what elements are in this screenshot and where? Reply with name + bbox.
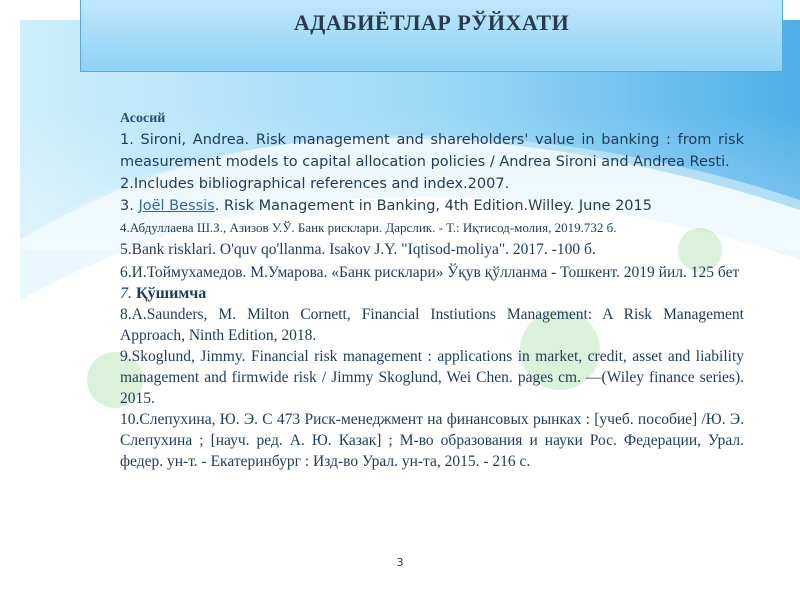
reference-item-6: 6.И.Тоймухамедов. М.Умарова. «Банк рисклари» Ўқув қўлланма - Тошкент. 2019 йил. 125 бет (120, 264, 740, 281)
reference-item-5: 5.Bank risklari. O'quv qo'llanma. Isakov J.Y. "Iqtisod-moliya". 2017. -100 б. (120, 241, 596, 258)
page-number: 3 (396, 556, 404, 569)
author-link[interactable]: Joël Bessis (138, 198, 215, 214)
section-label: Асосий (120, 111, 166, 126)
reference-item-8: 8.A.Saunders, M. Milton Cornett, Financial Instiutions Management: A Risk Management Approach, Ninth Edition, 2018. (120, 306, 744, 344)
reference-item-10: 10.Слепухина, Ю. Э. С 473 Риск-менеджмент на финансовых рынках : [учеб. пособие] /Ю. Э. Слепухина ; [науч. ред. А. Ю. Казак] ; М-во образования и науки Рос. Федерации, Урал. федер. ун-т. - Екатеринбург : Изд-во Урал. ун-та, 2015. - 216 с. (120, 411, 744, 470)
reference-item-3-prefix: 3. (120, 198, 139, 214)
reference-item-2: 2.Includes bibliographical references and index.2007. (120, 176, 510, 192)
references-list (120, 111, 744, 472)
reference-item-9: 9.Skoglund, Jimmy. Financial risk management : applications in market, credit, asset and liability management and firmwide risk / Jimmy Skoglund, Wei Chen. pages cm. —(Wiley finance series). 2015. (120, 348, 744, 407)
reference-item-3 (120, 195, 744, 217)
subsection-number: 7. (120, 285, 132, 302)
subsection-label: Қўшимча (136, 285, 207, 302)
reference-item-4: 4.Абдуллаева Ш.З., Азизов У.Ў. Банк рисклари. Дарслик. - Т.: Иқтисод-молия, 2019.732 б. (120, 220, 617, 235)
page-title: АДАБИЁТЛАР РЎЙХАТИ (293, 10, 570, 35)
reference-item-1: 1. Sironi, Andrea. Risk management and shareholders' value in banking : from risk measurement models to capital allocation policies / Andrea Sironi and Andrea Resti. (120, 132, 744, 170)
subsection-heading (120, 283, 744, 304)
reference-item-3-rest: . Risk Management in Banking, 4th Edition.Willey. June 2015 (214, 198, 652, 214)
title-banner (80, 0, 783, 72)
